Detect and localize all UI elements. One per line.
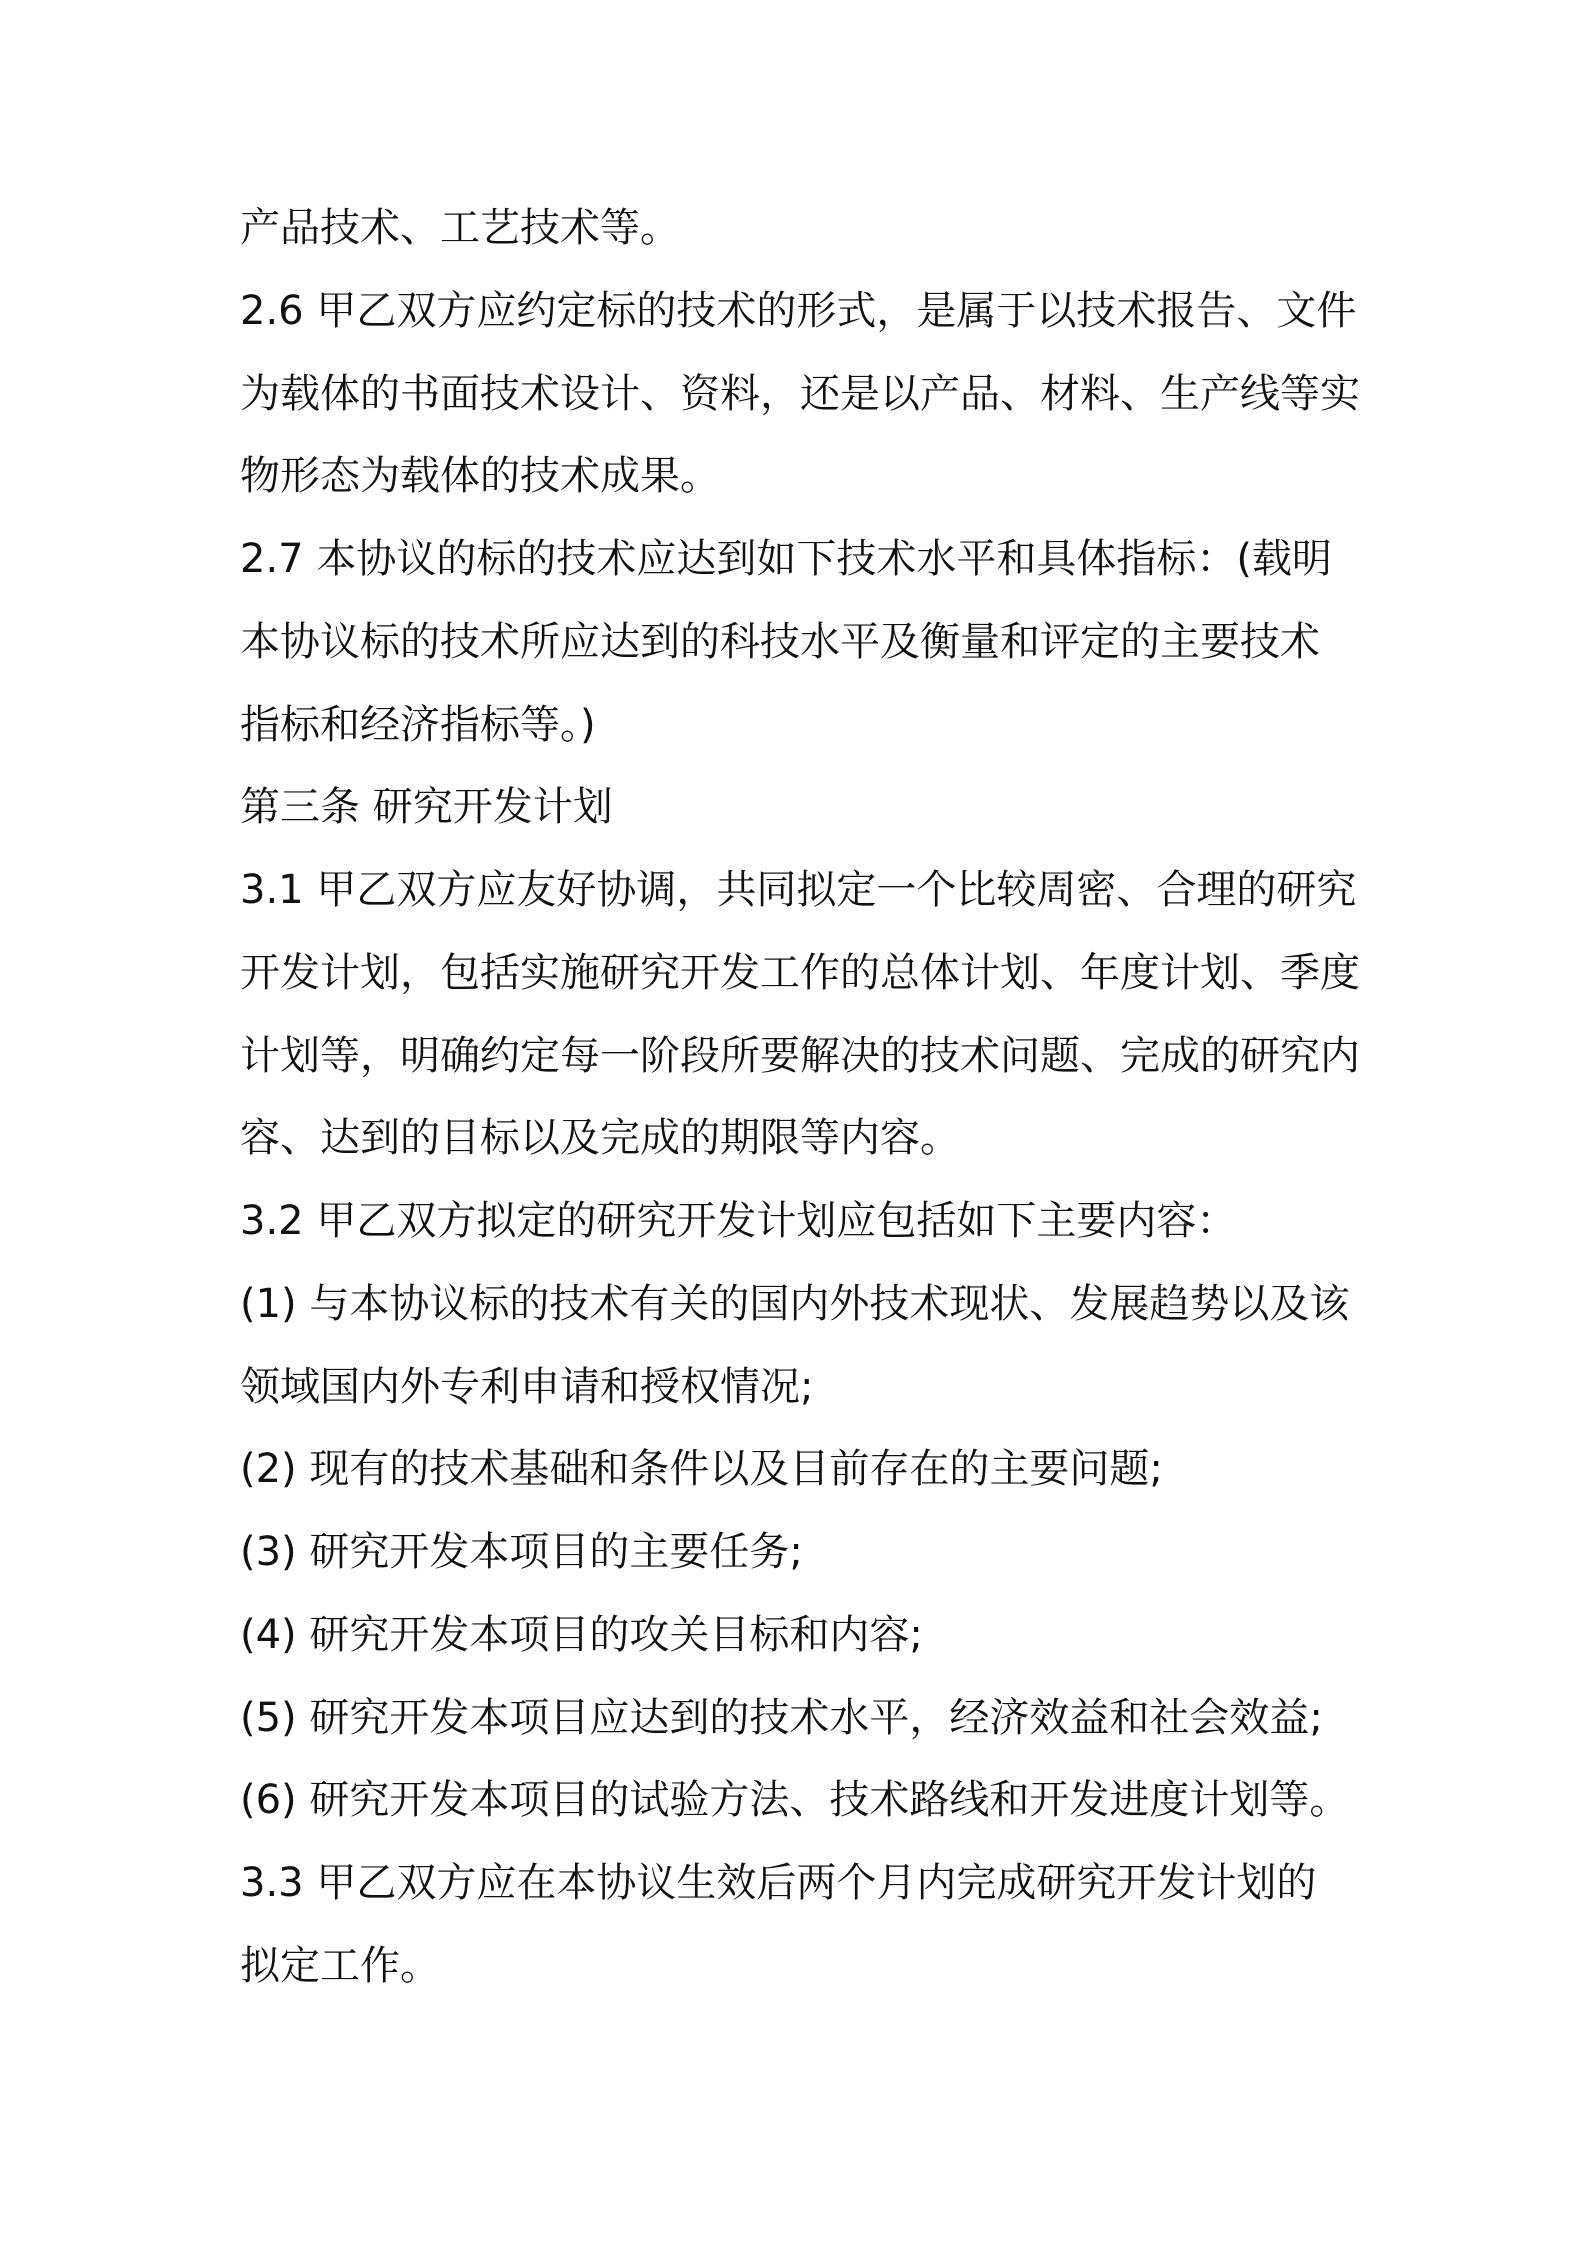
text-line: 指标和经济指标等。) (240, 702, 596, 748)
text-line: 容、达到的目标以及完成的期限等内容。 (240, 1115, 960, 1161)
text-line: (5) 研究开发本项目应达到的技术水平，经济效益和社会效益; (240, 1695, 1323, 1741)
text-line: 为载体的书面技术设计、资料，还是以产品、材料、生产线等实 (240, 371, 1360, 417)
text-line: 计划等，明确约定每一阶段所要解决的技术问题、完成的研究内 (240, 1033, 1360, 1079)
text-line: 本协议标的技术所应达到的科技水平及衡量和评定的主要技术 (240, 619, 1320, 665)
text-line: (2) 现有的技术基础和条件以及目前存在的主要问题; (240, 1446, 1163, 1492)
text-line: 3.2 甲乙双方拟定的研究开发计划应包括如下主要内容： (240, 1198, 1237, 1244)
text-line: (4) 研究开发本项目的攻关目标和内容; (240, 1612, 923, 1658)
text-line: 2.6 甲乙双方应约定标的技术的形式，是属于以技术报告、文件 (240, 288, 1357, 334)
text-line: (1) 与本协议标的技术有关的国内外技术现状、发展趋势以及该 (240, 1281, 1350, 1327)
text-line: 领域国内外专利申请和授权情况; (240, 1364, 814, 1410)
text-line: 拟定工作。 (240, 1943, 440, 1989)
text-line: (6) 研究开发本项目的试验方法、技术路线和开发进度计划等。 (240, 1777, 1350, 1823)
text-line: 产品技术、工艺技术等。 (240, 205, 680, 251)
text-line: 3.1 甲乙双方应友好协调，共同拟定一个比较周密、合理的研究 (240, 867, 1357, 913)
text-line: 2.7 本协议的标的技术应达到如下技术水平和具体指标：(载明 (240, 536, 1332, 582)
text-line: 物形态为载体的技术成果。 (240, 453, 720, 499)
text-line: 3.3 甲乙双方应在本协议生效后两个月内完成研究开发计划的 (240, 1860, 1317, 1906)
section-heading: 第三条 研究开发计划 (240, 784, 613, 830)
text-line: 开发计划，包括实施研究开发工作的总体计划、年度计划、季度 (240, 950, 1360, 996)
text-line: (3) 研究开发本项目的主要任务; (240, 1529, 803, 1575)
